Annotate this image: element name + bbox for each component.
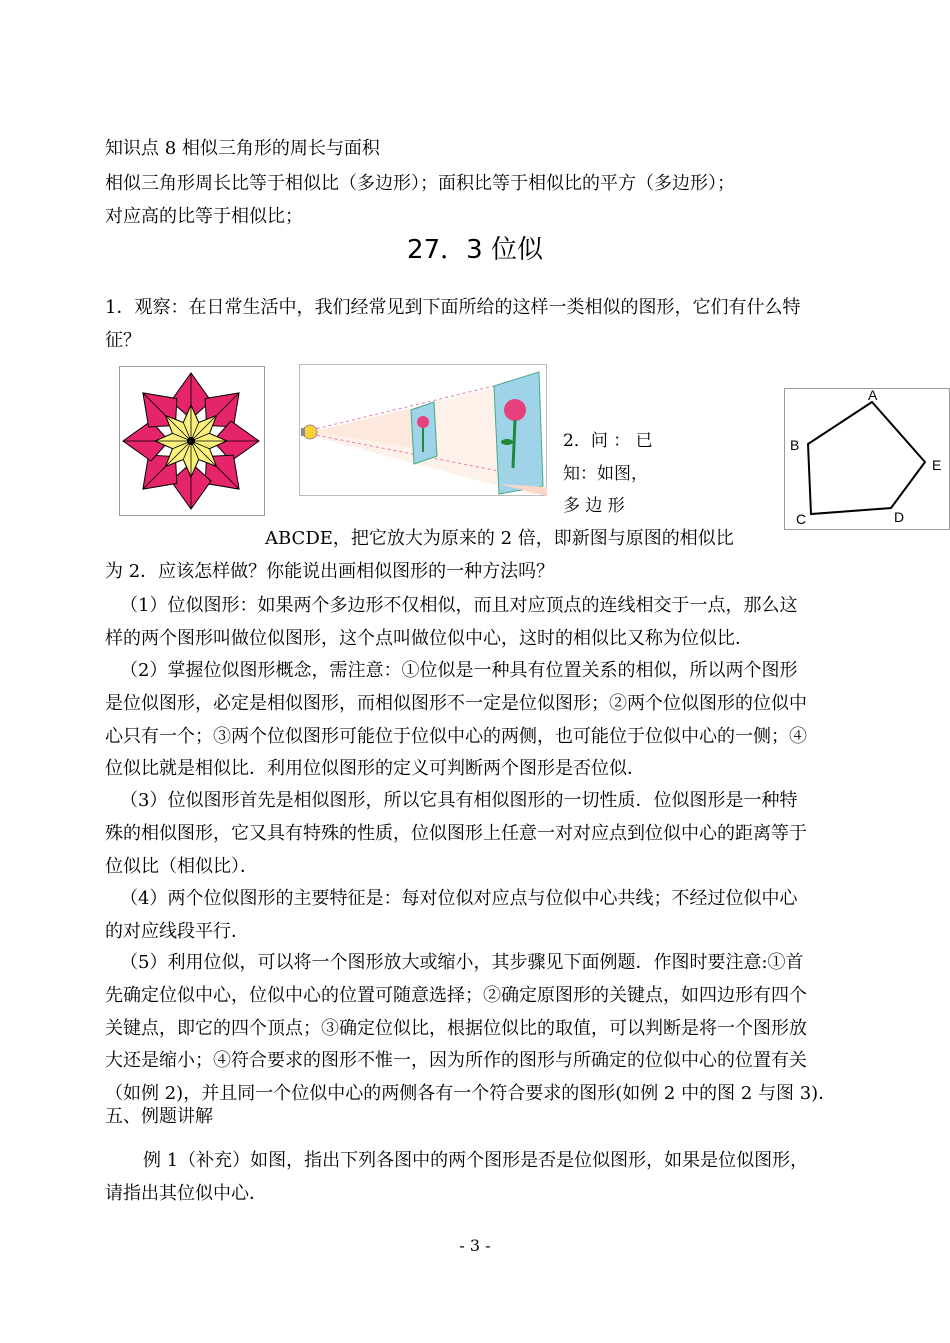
q2-part1: 2．问 ： 已 — [563, 431, 653, 451]
point-3-line-1: （3）位似图形首先是相似图形，所以它具有相似图形的一切性质．位似图形是一种特 — [120, 790, 798, 811]
point-4-line-2: 的对应线段平行． — [105, 920, 249, 942]
point-2-line-3: 心只有一个；③两个位似图形可能位于位似中心的两侧，也可能位于位似中心的一侧；④ — [105, 725, 807, 747]
example1-line1: 例 1（补充）如图，指出下列各图中的两个图形是否是位似图形，如果是位似图形， — [143, 1150, 809, 1171]
section8-line1: 相似三角形周长比等于相似比（多边形）；面积比等于相似比的平方（多边形）； — [105, 173, 735, 194]
q1-line1: 1．观察：在日常生活中，我们经常见到下面所给的这样一类相似的图形，它们有什么特 — [105, 297, 801, 318]
example1-line2: 请指出其位似中心． — [105, 1183, 267, 1204]
section-title: 27．3 位似 — [407, 235, 543, 265]
point-4-line-1: （4）两个位似图形的主要特征是：每对位似对应点与位似中心共线；不经过位似中心 — [120, 888, 798, 909]
vertex-d-label: D — [894, 509, 905, 525]
point-3-line-2: 殊的相似图形，它又具有特殊的性质，位似图形上任意一对对应点到位似中心的距离等于 — [105, 822, 807, 844]
section8-heading: 知识点 8 相似三角形的周长与面积 — [105, 138, 380, 159]
point-2-line-4: 位似比就是相似比．利用位似图形的定义可判断两个图形是否位似． — [105, 758, 645, 780]
section5-heading: 五、例题讲解 — [105, 1106, 213, 1127]
section8-line2: 对应高的比等于相似比； — [105, 206, 303, 227]
point-1-line-1: （1）位似图形：如果两个多边形不仅相似，而且对应顶点的连线相交于一点，那么这 — [120, 595, 798, 616]
point-5-line-3: 关键点，即它的四个顶点；③确定位似比，根据位似比的取值，可以判断是将一个图形放 — [105, 1017, 807, 1039]
vertex-a-label: A — [868, 388, 878, 403]
point-5-line-1: （5）利用位似，可以将一个图形放大或缩小，其步骤见下面例题．作图时要注意:①首 — [120, 952, 804, 973]
q2-part3: 多 边 形 — [563, 496, 625, 516]
point-5-line-4: 大还是缩小；④符合要求的图形不惟一，因为所作的图形与所确定的位似中心的位置有关 — [105, 1050, 807, 1072]
point-2-line-1: （2）掌握位似图形概念，需注意：①位似是一种具有位置关系的相似，所以两个图形 — [120, 660, 798, 681]
pentagon-figure — [784, 388, 950, 530]
vertex-b-label: B — [790, 437, 800, 453]
point-2-line-2: 是位似图形，必定是相似图形，而相似图形不一定是位似图形；②两个位似图形的位似中 — [105, 692, 807, 714]
point-1-line-2: 样的两个图形叫做位似图形，这个点叫做位似中心，这时的相似比又称为位似比． — [105, 627, 753, 649]
vertex-c-label: C — [796, 511, 807, 527]
q2-line5: 为 2．应该怎样做？你能说出画相似图形的一种方法吗？ — [105, 561, 555, 582]
vertex-e-label: E — [932, 457, 942, 473]
projection-figure — [299, 364, 547, 496]
q2-line4: ABCDE，把它放大为原来的 2 倍，即新图与原图的相似比 — [265, 528, 734, 549]
star-flower-figure — [119, 366, 265, 516]
point-5-line-5: （如例 2)，并且同一个位似中心的两侧各有一个符合要求的图形(如例 2 中的图 2 与图 3)． — [105, 1083, 837, 1105]
q2-part2: 知：如图， — [563, 464, 648, 484]
page-number: - 3 - — [459, 1236, 491, 1255]
point-5-line-2: 先确定位似中心，位似中心的位置可随意选择；②确定原图形的关键点，如四边形有四个 — [105, 984, 807, 1006]
q1-line2: 征？ — [105, 330, 141, 351]
point-3-line-3: 位似比（相似比）． — [105, 855, 258, 877]
